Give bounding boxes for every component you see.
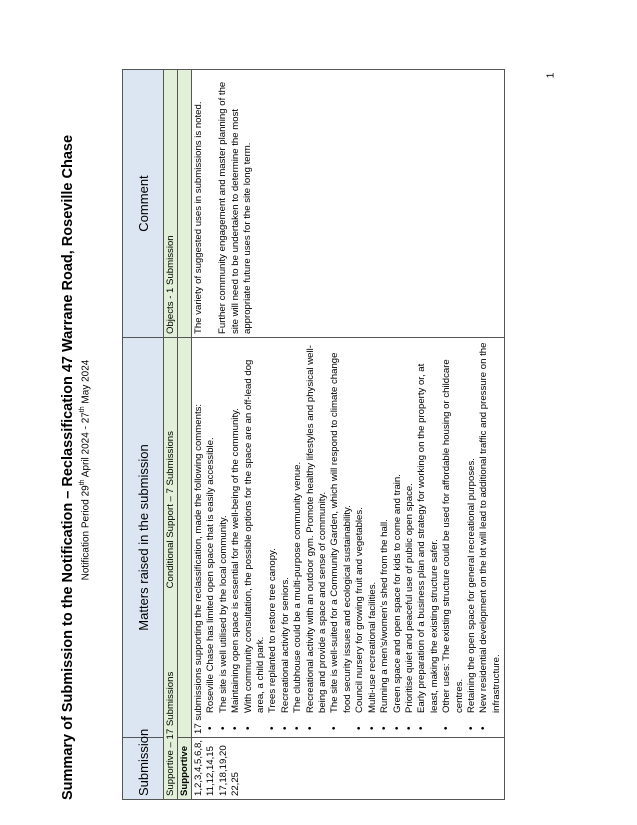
conditional-count: Conditional Support – 7 Submissions	[165, 431, 176, 589]
matters-list	[205, 341, 503, 734]
list-item: • Roseville Chase has limited open space that is easily accessible.	[205, 341, 217, 721]
list-item: • Council nursery for growing fruit and vegetables.	[354, 341, 366, 721]
list-item: • With community consultation, the possible options for the space are an off-lead dog area, a child park.	[243, 341, 268, 721]
rotated-page	[60, 40, 580, 800]
comment-paragraph-1: The variety of suggested uses in submissions is noted.	[193, 101, 204, 334]
list-item: • Trees replanted to restore tree canopy.	[267, 341, 279, 721]
list-item: • Other uses: The existing structure could be used for affordable housing or childcare centres.	[441, 341, 466, 721]
submission-numbers: 1,2,3,4,5,6,8, 11,12,14,15 17,18,19,20 22,25	[192, 738, 505, 800]
objects-count: Objects - 1 Submission	[164, 70, 178, 338]
list-item: • Maintaining open space is essential for the well-being of the community.	[230, 341, 242, 721]
list-item: • Prioritise quiet and peaceful use of public open space.	[404, 341, 416, 721]
list-item: • Early preparation of a business plan and strategy for working on the property or, at least, making the existing structure safer.	[416, 341, 441, 721]
supportive-count: Supportive – 17 Submissions	[165, 671, 176, 796]
table-row	[192, 70, 505, 800]
period-prefix: Notification Period 29	[80, 485, 92, 581]
summary-band-left	[164, 338, 178, 800]
title-block	[60, 134, 92, 800]
list-item: • Running a men’s/women’s shed from the hall.	[379, 341, 391, 721]
summary-band-row	[164, 70, 178, 800]
section-row	[178, 70, 192, 800]
comment-paragraph-2: Further community engagement and master planning of the site will need to be undertaken to determine the most appropriate future uses for the site long term.	[217, 81, 254, 334]
header-submission: Submission	[123, 738, 164, 800]
period-sup1: th	[79, 479, 86, 486]
list-item: • The site is well utilised by the local community.	[218, 341, 230, 721]
section-label: Supportive	[178, 738, 192, 800]
comment-cell	[192, 70, 505, 338]
section-blank-2	[178, 70, 192, 338]
period-suffix: May 2024	[80, 359, 92, 407]
list-item: • The clubhouse could be a multi-purpose community venue.	[292, 341, 304, 721]
header-row	[123, 70, 164, 800]
header-matters: Matters raised in the submission	[123, 338, 164, 738]
list-item: • New residential development on the lot will lead to additional traffic and pressure on the infrastructure.	[478, 341, 503, 721]
period-middle: April 2024 - 27	[80, 412, 92, 480]
document-title: Summary of Submission to the Notification – Reclassification 47 Warrane Road, Roseville Chase	[60, 134, 76, 800]
submissions-table	[122, 69, 505, 800]
list-item: • Multi-use recreational facilities.	[367, 341, 379, 721]
matters-cell	[192, 338, 505, 738]
notification-period	[79, 140, 91, 800]
list-item: • Recreational activity with an outdoor gym. Promote healthy lifestyles and physical well-being and provide a space and sense of community.	[305, 341, 330, 721]
list-item: • Retaining the open space for general recreational purposes.	[466, 341, 478, 721]
page-number: 1	[545, 72, 557, 79]
list-item: • The site is well-suited for a Community Garden, which will respond to climate change food security issues and ecological sustainability.	[329, 341, 354, 721]
header-comment: Comment	[123, 70, 164, 338]
list-item: • Recreational activity for seniors.	[280, 341, 292, 721]
matters-intro: 17 submissions supporting the reclassification, made the following comments:	[193, 403, 204, 734]
list-item: • Green space and open space for kids to come and train.	[392, 341, 404, 721]
section-blank-1	[178, 338, 192, 738]
period-sup2: th	[79, 406, 86, 413]
